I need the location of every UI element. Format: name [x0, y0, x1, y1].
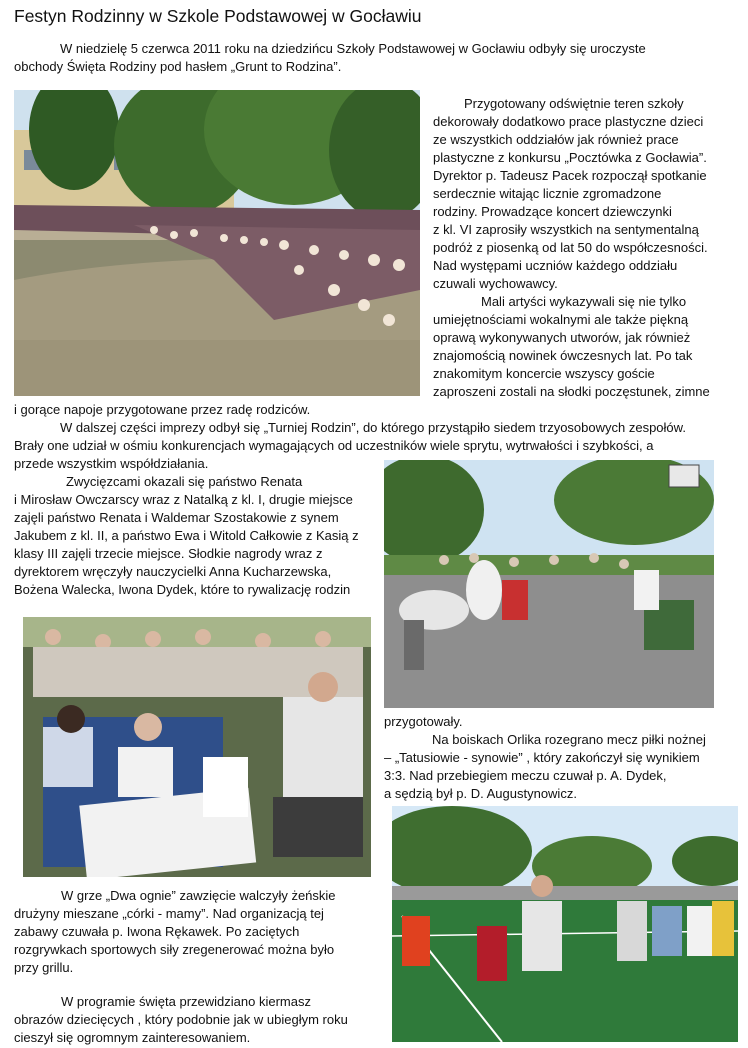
para-game-line-3: zabawy czuwała p. Iwona Rękawek. Po zaciętych: [14, 924, 300, 939]
para-game-line-5: przy grillu.: [14, 960, 74, 975]
para-fair-line-1: W programie święta przewidziano kiermasz: [61, 994, 311, 1009]
para-winners-line-5: klasy III zajęli trzecie miejsce. Słodkie nagrody wraz z: [14, 546, 323, 561]
para-right-line-6: serdecznie witając licznie zgromadzone: [433, 186, 662, 201]
para-right-line-4: plastyczne z konkursu „Pocztówka z Gocławia”.: [433, 150, 707, 165]
para-full-line-2: W dalszej części imprezy odbył się „Turniej Rodzin”, do którego przystąpiło siedem trzyosobowych zespołów.: [60, 420, 686, 435]
para-right-line-17: zaproszeni zostali na słodki poczęstunek, zimne: [433, 384, 710, 399]
para-football-line-1: przygotowały.: [384, 714, 463, 729]
intro-line-2: obchody Święta Rodziny pod hasłem „Grunt to Rodzina”.: [14, 59, 342, 74]
para-right-line-3: ze wszystkich oddziałów jak również prace: [433, 132, 679, 147]
page-title: Festyn Rodzinny w Szkole Podstawowej w Gocławiu: [14, 6, 422, 26]
para-winners-line-2: i Mirosław Owczarscy wraz z Natalką z kl. I, drugie miejsce: [14, 492, 353, 507]
para-winners-line-7: Bożena Walecka, Iwona Dydek, które to rywalizację rodzin: [14, 582, 351, 597]
para-right-line-5: Dyrektor p. Tadeusz Pacek rozpoczął spotkanie: [433, 168, 707, 183]
para-right-line-10: Nad występami uczniów każdego oddziału: [433, 258, 678, 273]
photo-children-drawing: [23, 617, 371, 877]
intro-line-1: W niedzielę 5 czerwca 2011 roku na dziedzińcu Szkoły Podstawowej w Gocławiu odbyły się uroczyste: [60, 41, 646, 56]
para-right-line-2: dekorowały dodatkowo prace plastyczne dzieci: [433, 114, 704, 129]
para-football-line-2: Na boiskach Orlika rozegrano mecz piłki nożnej: [432, 732, 706, 747]
para-football-line-3: – „Tatusiowie - synowie” , który zakończył się wynikiem: [384, 750, 700, 765]
para-football-line-4: 3:3. Nad przebiegiem meczu czuwał p. A. Dydek,: [384, 768, 667, 783]
photo-football-match: [392, 806, 738, 1042]
para-winners-line-1: Zwycięzcami okazali się państwo Renata: [66, 474, 303, 489]
para-winners-line-6: dyrektorem wręczyły nauczycielki Anna Kucharzewska,: [14, 564, 332, 579]
para-game-line-2: drużyny mieszane „córki - mamy”. Nad organizacją tej: [14, 906, 324, 921]
para-right-line-14: oprawą wykonywanych utworów, jak również: [433, 330, 691, 345]
para-fair-line-2: obrazów dziecięcych , który podobnie jak w ubiegłym roku: [14, 1012, 348, 1027]
para-right-line-11: czuwali wychowawcy.: [433, 276, 558, 291]
para-right-line-7: rodziny. Prowadzące koncert dziewczynki: [433, 204, 672, 219]
photo-family-tournament: [384, 460, 714, 708]
para-right-line-15: znajomością nowinek ówczesnych lat. Po tak: [433, 348, 693, 363]
para-right-line-12: Mali artyści wykazywali się nie tylko: [481, 294, 687, 309]
para-winners-line-3: zajęli państwo Renata i Waldemar Szostakowie z synem: [14, 510, 339, 525]
para-right-line-8: z kl. VI zaprosiły wszystkich na sentymentalną: [433, 222, 699, 237]
photo-audience: [14, 90, 420, 396]
para-full-line-1: i gorące napoje przygotowane przez radę rodziców.: [14, 402, 311, 417]
para-right-line-9: podróż z piosenką od lat 50 do współczesności.: [433, 240, 708, 255]
para-right-line-13: umiejętnościami wokalnymi ale także piękną: [433, 312, 689, 327]
para-right-line-1: Przygotowany odświętnie teren szkoły: [464, 96, 684, 111]
para-game-line-4: rozgrywkach sportowych siły zregenerować można było: [14, 942, 335, 957]
para-football-line-5: a sędzią był p. D. Augustynowicz.: [384, 786, 577, 801]
para-full-line-3: Brały one udział w ośmiu konkurencjach wymagających od uczestników wiele sprytu, wytrwałości i szybkości, a: [14, 438, 654, 453]
para-fair-line-3: cieszył się ogromnym zainteresowaniem.: [14, 1030, 251, 1045]
para-winners-line-4: Jakubem z kl. II, a państwo Ewa i Witold Całkowie z Kasią z: [14, 528, 359, 543]
para-game-line-1: W grze „Dwa ognie” zawzięcie walczyły żeńskie: [61, 888, 336, 903]
para-right-line-16: znakomitym koncercie wszyscy goście: [433, 366, 655, 381]
para-full-line-4: przede wszystkim współdziałania.: [14, 456, 209, 471]
